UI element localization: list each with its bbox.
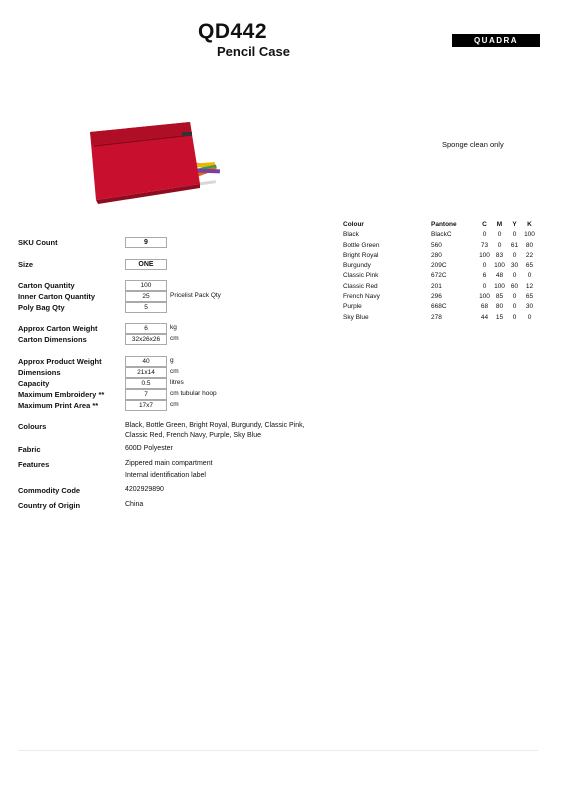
detail-label: Country of Origin bbox=[18, 501, 81, 510]
cell-k: 30 bbox=[525, 303, 534, 311]
cell-pantone: BlackC bbox=[431, 231, 452, 239]
cell-k: 22 bbox=[525, 251, 534, 259]
detail-label: Fabric bbox=[18, 445, 41, 454]
spec-value: 25 bbox=[125, 291, 167, 302]
table-row bbox=[343, 292, 537, 302]
spec-value: 100 bbox=[125, 280, 167, 291]
cell-pantone: 201 bbox=[431, 282, 442, 290]
care-instruction: Sponge clean only bbox=[442, 140, 504, 149]
cell-pantone: 668C bbox=[431, 303, 447, 311]
cell-colour: Black bbox=[343, 231, 359, 239]
table-row bbox=[343, 271, 537, 281]
header-m: M bbox=[496, 221, 503, 228]
detail-label: Features bbox=[18, 460, 50, 469]
header-k: K bbox=[527, 221, 532, 228]
cell-c: 73 bbox=[480, 241, 489, 249]
footer-divider bbox=[18, 750, 538, 751]
spec-label: Carton Quantity bbox=[18, 281, 75, 290]
cell-k: 100 bbox=[524, 231, 535, 239]
spec-label: Maximum Print Area ** bbox=[18, 401, 99, 410]
table-row bbox=[343, 302, 537, 312]
cell-c: 68 bbox=[480, 303, 489, 311]
spec-value: 9 bbox=[125, 237, 167, 248]
cell-c: 44 bbox=[480, 313, 489, 321]
spec-unit: cm bbox=[170, 368, 179, 375]
table-row bbox=[343, 313, 537, 323]
header-pantone: Pantone bbox=[431, 221, 457, 228]
cell-c: 0 bbox=[482, 231, 487, 239]
cell-y: 30 bbox=[510, 262, 519, 270]
cell-k: 65 bbox=[525, 262, 534, 270]
cell-m: 100 bbox=[494, 262, 505, 270]
detail-value: Classic Red, French Navy, Purple, Sky Blue bbox=[125, 432, 262, 439]
spec-unit: litres bbox=[170, 379, 184, 386]
cell-m: 83 bbox=[495, 251, 504, 259]
detail-label: Commodity Code bbox=[18, 486, 81, 495]
detail-value: 600D Polyester bbox=[125, 445, 173, 452]
spec-value: 7 bbox=[125, 389, 167, 400]
spec-label: Approx Product Weight bbox=[18, 357, 102, 366]
colour-palette-table bbox=[343, 220, 537, 323]
cell-m: 80 bbox=[495, 303, 504, 311]
table-row bbox=[343, 230, 537, 240]
spec-value: ONE bbox=[125, 259, 167, 270]
detail-value: China bbox=[125, 501, 144, 508]
product-image bbox=[82, 118, 232, 208]
spec-label: Poly Bag Qty bbox=[18, 303, 65, 312]
spec-value: 6 bbox=[125, 323, 167, 334]
cell-y: 0 bbox=[512, 272, 517, 280]
cell-c: 0 bbox=[482, 262, 487, 270]
table-row bbox=[343, 241, 537, 251]
cell-pantone: 280 bbox=[431, 251, 442, 259]
cell-colour: Classic Red bbox=[343, 282, 378, 290]
cell-colour: Purple bbox=[343, 303, 362, 311]
detail-value: Black, Bottle Green, Bright Royal, Burgundy, Classic Pink, bbox=[125, 422, 305, 429]
cell-m: 0 bbox=[497, 241, 502, 249]
spec-label: Carton Dimensions bbox=[18, 335, 87, 344]
cell-c: 0 bbox=[482, 282, 487, 290]
spec-label: SKU Count bbox=[18, 238, 58, 247]
cell-colour: Bright Royal bbox=[343, 251, 379, 259]
cell-pantone: 672C bbox=[431, 272, 447, 280]
table-row bbox=[343, 251, 537, 261]
cell-m: 0 bbox=[497, 231, 502, 239]
spec-unit: Pricelist Pack Qty bbox=[170, 292, 221, 299]
cell-c: 6 bbox=[482, 272, 487, 280]
cell-y: 0 bbox=[512, 293, 517, 301]
spec-unit: kg bbox=[170, 324, 177, 331]
cell-y: 61 bbox=[510, 241, 519, 249]
header-c: C bbox=[482, 221, 487, 228]
product-code: QD442 bbox=[198, 20, 268, 43]
table-row bbox=[343, 261, 537, 271]
brand-logo: QUADRA bbox=[452, 34, 540, 47]
cell-m: 100 bbox=[494, 282, 505, 290]
header-colour: Colour bbox=[343, 221, 364, 228]
spec-label: Capacity bbox=[18, 379, 50, 388]
spec-unit: cm bbox=[170, 401, 179, 408]
cell-m: 15 bbox=[495, 313, 504, 321]
cell-k: 80 bbox=[525, 241, 534, 249]
cell-colour: Classic Pink bbox=[343, 272, 379, 280]
cell-c: 100 bbox=[479, 251, 490, 259]
cell-y: 60 bbox=[510, 282, 519, 290]
table-header-row bbox=[343, 220, 537, 230]
table-row bbox=[343, 282, 537, 292]
cell-y: 0 bbox=[512, 303, 517, 311]
cell-pantone: 278 bbox=[431, 313, 442, 321]
cell-colour: Sky Blue bbox=[343, 313, 369, 321]
spec-unit: cm bbox=[170, 335, 179, 342]
spec-label: Maximum Embroidery ** bbox=[18, 390, 105, 399]
cell-k: 0 bbox=[527, 313, 532, 321]
cell-y: 0 bbox=[512, 313, 517, 321]
cell-k: 12 bbox=[525, 282, 534, 290]
spec-value: 32x26x26 bbox=[125, 334, 167, 345]
cell-pantone: 209C bbox=[431, 262, 447, 270]
spec-unit: cm tubular hoop bbox=[170, 390, 217, 397]
cell-colour: French Navy bbox=[343, 293, 380, 301]
detail-value: Internal identification label bbox=[125, 472, 206, 479]
spec-value: 17x7 bbox=[125, 400, 167, 411]
cell-pantone: 560 bbox=[431, 241, 442, 249]
cell-m: 48 bbox=[495, 272, 504, 280]
cell-pantone: 296 bbox=[431, 293, 442, 301]
cell-k: 65 bbox=[525, 293, 534, 301]
spec-label: Approx Carton Weight bbox=[18, 324, 98, 333]
spec-unit: g bbox=[170, 357, 174, 364]
spec-value: 0.5 bbox=[125, 378, 167, 389]
spec-value: 21x14 bbox=[125, 367, 167, 378]
spec-label: Size bbox=[18, 260, 34, 269]
spec-label: Inner Carton Quantity bbox=[18, 292, 96, 301]
cell-c: 100 bbox=[479, 293, 490, 301]
product-name: Pencil Case bbox=[217, 44, 290, 59]
cell-colour: Burgundy bbox=[343, 262, 371, 270]
header-y: Y bbox=[512, 221, 517, 228]
cell-colour: Bottle Green bbox=[343, 241, 380, 249]
detail-value: 4202929890 bbox=[125, 486, 164, 493]
cell-m: 85 bbox=[495, 293, 504, 301]
cell-y: 0 bbox=[512, 251, 517, 259]
cell-y: 0 bbox=[512, 231, 517, 239]
spec-value: 5 bbox=[125, 302, 167, 313]
cell-k: 0 bbox=[527, 272, 532, 280]
spec-value: 40 bbox=[125, 356, 167, 367]
detail-value: Zippered main compartment bbox=[125, 460, 213, 467]
detail-label: Colours bbox=[18, 422, 47, 431]
spec-label: Dimensions bbox=[18, 368, 61, 377]
